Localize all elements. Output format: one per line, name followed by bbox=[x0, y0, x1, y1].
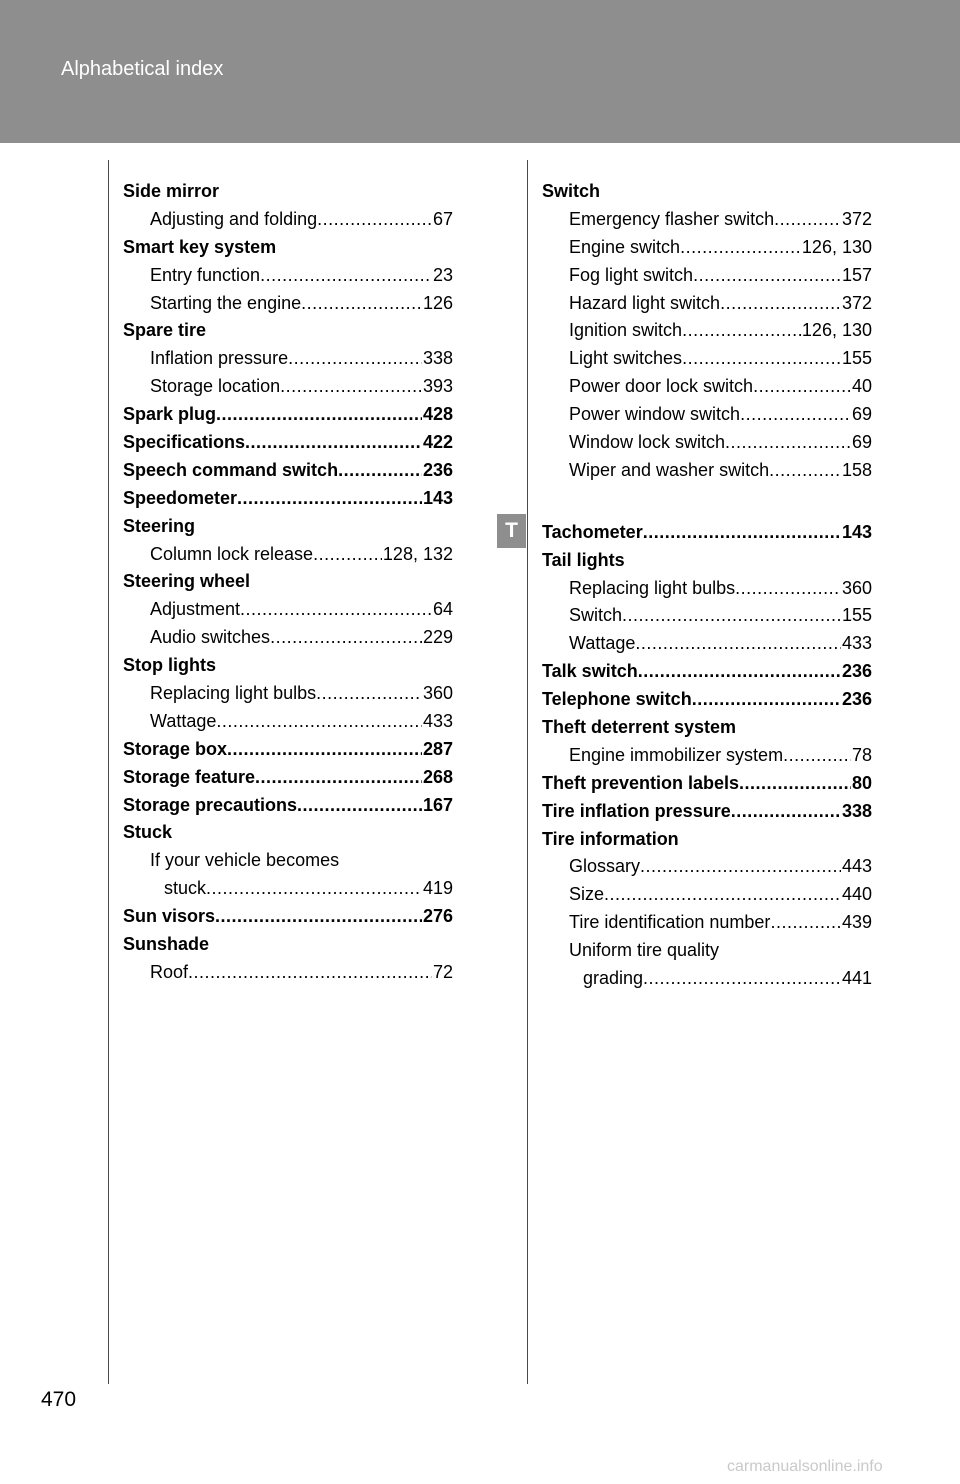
index-column-right bbox=[542, 178, 872, 993]
index-heading[interactable] bbox=[123, 457, 453, 485]
entry-label: Steering bbox=[123, 515, 196, 536]
leader-dots bbox=[635, 630, 841, 658]
index-heading bbox=[123, 568, 453, 596]
entry-label: Storage box bbox=[123, 738, 228, 759]
section-gap bbox=[542, 485, 872, 519]
page-number: 470 bbox=[41, 1388, 77, 1411]
leader-dots bbox=[739, 770, 851, 798]
index-heading[interactable] bbox=[542, 686, 872, 714]
index-subentry[interactable] bbox=[542, 401, 872, 429]
entry-page-number: 287 bbox=[422, 738, 453, 759]
entry-page-number: 422 bbox=[422, 432, 453, 453]
leader-dots bbox=[280, 373, 422, 401]
leader-dots bbox=[643, 965, 841, 993]
index-subentry[interactable] bbox=[542, 457, 872, 485]
entry-page-number: 419 bbox=[422, 878, 453, 899]
index-subentry[interactable] bbox=[542, 630, 872, 658]
watermark: carmanualsonline.info bbox=[727, 1458, 883, 1475]
entry-label: Engine immobilizer system bbox=[569, 744, 784, 765]
entry-label: Wattage bbox=[569, 633, 636, 654]
entry-label: Storage precautions bbox=[123, 794, 298, 815]
leader-dots bbox=[720, 290, 841, 318]
entry-label: Fog light switch bbox=[569, 264, 694, 285]
leader-dots bbox=[270, 624, 422, 652]
entry-label: Tachometer bbox=[542, 521, 643, 542]
index-heading bbox=[123, 513, 453, 541]
entry-page-number: 40 bbox=[851, 376, 872, 397]
entry-label: Tire inflation pressure bbox=[542, 800, 731, 821]
entry-page-number: 443 bbox=[841, 856, 872, 877]
leader-dots bbox=[774, 206, 841, 234]
entry-page-number: 236 bbox=[422, 459, 453, 480]
leader-dots bbox=[260, 262, 432, 290]
entry-page-number: 167 bbox=[422, 794, 453, 815]
entry-label: Entry function bbox=[150, 264, 261, 285]
section-title: Alphabetical index bbox=[61, 58, 224, 80]
entry-label: Theft deterrent system bbox=[542, 717, 737, 738]
entry-page-number: 441 bbox=[841, 968, 872, 989]
leader-dots bbox=[682, 345, 841, 373]
leader-dots bbox=[216, 708, 422, 736]
entry-page-number: 128, 132 bbox=[382, 543, 453, 564]
entry-page-number: 158 bbox=[841, 459, 872, 480]
entry-page-number: 268 bbox=[422, 766, 453, 787]
entry-label: Adjusting and folding bbox=[150, 208, 318, 229]
leader-dots bbox=[693, 262, 841, 290]
entry-page-number: 372 bbox=[841, 292, 872, 313]
index-subentry[interactable] bbox=[542, 881, 872, 909]
entry-label: Wiper and washer switch bbox=[569, 459, 770, 480]
entry-label: Starting the engine bbox=[150, 292, 302, 313]
entry-label: Speedometer bbox=[123, 487, 238, 508]
entry-label: Emergency flasher switch bbox=[569, 208, 775, 229]
entry-label: Storage feature bbox=[123, 766, 256, 787]
entry-label: Uniform tire quality bbox=[569, 940, 720, 961]
index-heading bbox=[123, 234, 453, 262]
entry-label: Specifications bbox=[123, 432, 246, 453]
leader-dots bbox=[692, 686, 841, 714]
letter-tab: T bbox=[497, 514, 526, 548]
entry-page-number: 126, 130 bbox=[801, 320, 872, 341]
index-subentry[interactable] bbox=[542, 234, 872, 262]
entry-label: Tire information bbox=[542, 828, 679, 849]
entry-page-number: 440 bbox=[841, 884, 872, 905]
entry-label: Spare tire bbox=[123, 320, 207, 341]
leader-dots bbox=[783, 742, 851, 770]
leader-dots bbox=[643, 519, 841, 547]
entry-page-number: 80 bbox=[851, 772, 872, 793]
leader-dots bbox=[313, 541, 382, 569]
entry-label: Window lock switch bbox=[569, 432, 726, 453]
index-subentry[interactable] bbox=[542, 206, 872, 234]
entry-label: Roof bbox=[150, 961, 189, 982]
leader-dots bbox=[227, 736, 422, 764]
entry-page-number: 236 bbox=[841, 661, 872, 682]
index-heading[interactable] bbox=[542, 658, 872, 686]
leader-dots bbox=[731, 798, 841, 826]
index-subentry[interactable] bbox=[542, 262, 872, 290]
entry-label: Switch bbox=[569, 605, 623, 626]
leader-dots bbox=[240, 596, 432, 624]
entry-label: Inflation pressure bbox=[150, 348, 289, 369]
leader-dots bbox=[237, 485, 422, 513]
index-subentry[interactable] bbox=[123, 290, 453, 318]
index-heading[interactable] bbox=[123, 401, 453, 429]
leader-dots bbox=[206, 875, 422, 903]
index-heading[interactable] bbox=[123, 736, 453, 764]
entry-label: Ignition switch bbox=[569, 320, 683, 341]
index-subentry bbox=[123, 847, 453, 875]
entry-label: Size bbox=[569, 884, 605, 905]
leader-dots bbox=[301, 290, 422, 318]
entry-label: Audio switches bbox=[150, 627, 271, 648]
entry-label: grading bbox=[583, 968, 644, 989]
leader-dots bbox=[604, 881, 841, 909]
index-subentry[interactable] bbox=[542, 345, 872, 373]
leader-dots bbox=[216, 401, 422, 429]
entry-label: Theft prevention labels bbox=[542, 772, 740, 793]
leader-dots bbox=[215, 903, 422, 931]
entry-page-number: 433 bbox=[841, 633, 872, 654]
index-heading bbox=[123, 178, 453, 206]
index-subentry[interactable] bbox=[542, 429, 872, 457]
leader-dots bbox=[735, 575, 841, 603]
entry-label: Smart key system bbox=[123, 236, 277, 257]
entry-label: Tire identification number bbox=[569, 912, 771, 933]
index-heading bbox=[123, 317, 453, 345]
entry-label: Wattage bbox=[150, 710, 217, 731]
entry-label: Hazard light switch bbox=[569, 292, 721, 313]
entry-label: Engine switch bbox=[569, 236, 681, 257]
index-subentry[interactable] bbox=[542, 575, 872, 603]
entry-label: stuck bbox=[164, 878, 207, 899]
entry-label: Telephone switch bbox=[542, 689, 692, 710]
entry-page-number: 155 bbox=[841, 605, 872, 626]
page-header bbox=[0, 0, 960, 143]
index-heading bbox=[123, 819, 453, 847]
index-subentry[interactable] bbox=[123, 708, 453, 736]
index-heading bbox=[542, 178, 872, 206]
entry-page-number: 143 bbox=[841, 521, 872, 542]
entry-page-number: 69 bbox=[851, 404, 872, 425]
index-subentry[interactable] bbox=[542, 742, 872, 770]
index-subentry[interactable] bbox=[542, 290, 872, 318]
leader-dots bbox=[188, 959, 432, 987]
entry-page-number: 157 bbox=[841, 264, 872, 285]
entry-label: Adjustment bbox=[150, 599, 241, 620]
leader-dots bbox=[680, 234, 801, 262]
entry-page-number: 372 bbox=[841, 208, 872, 229]
entry-label: Power window switch bbox=[569, 404, 741, 425]
index-subentry[interactable] bbox=[123, 541, 453, 569]
index-heading[interactable] bbox=[123, 764, 453, 792]
index-subentry[interactable] bbox=[123, 680, 453, 708]
index-subentry[interactable] bbox=[123, 373, 453, 401]
entry-label: Spark plug bbox=[123, 404, 217, 425]
entry-label: Steering wheel bbox=[123, 571, 251, 592]
entry-page-number: 64 bbox=[432, 599, 453, 620]
entry-page-number: 433 bbox=[422, 710, 453, 731]
leader-dots bbox=[770, 909, 841, 937]
index-heading[interactable] bbox=[123, 792, 453, 820]
entry-label: Speech command switch bbox=[123, 459, 339, 480]
index-heading[interactable] bbox=[542, 770, 872, 798]
leader-dots bbox=[725, 429, 851, 457]
index-subentry[interactable] bbox=[542, 965, 872, 993]
index-subentry[interactable] bbox=[542, 317, 872, 345]
leader-dots bbox=[740, 401, 851, 429]
entry-label: Replacing light bulbs bbox=[569, 577, 736, 598]
entry-page-number: 236 bbox=[841, 689, 872, 710]
index-subentry[interactable] bbox=[123, 624, 453, 652]
column-divider-left bbox=[108, 160, 109, 1384]
index-subentry[interactable] bbox=[542, 853, 872, 881]
index-heading bbox=[123, 931, 453, 959]
entry-label: Sunshade bbox=[123, 934, 210, 955]
leader-dots bbox=[297, 792, 422, 820]
leader-dots bbox=[255, 764, 422, 792]
entry-page-number: 72 bbox=[432, 961, 453, 982]
leader-dots bbox=[622, 602, 841, 630]
leader-dots bbox=[338, 457, 422, 485]
entry-page-number: 67 bbox=[432, 208, 453, 229]
entry-page-number: 393 bbox=[422, 376, 453, 397]
index-subentry bbox=[542, 937, 872, 965]
entry-page-number: 360 bbox=[422, 683, 453, 704]
entry-label: Talk switch bbox=[542, 661, 638, 682]
index-subentry[interactable] bbox=[123, 596, 453, 624]
index-column-left bbox=[123, 178, 453, 987]
entry-page-number: 78 bbox=[851, 744, 872, 765]
entry-page-number: 143 bbox=[422, 487, 453, 508]
index-heading bbox=[123, 652, 453, 680]
entry-page-number: 439 bbox=[841, 912, 872, 933]
entry-page-number: 360 bbox=[841, 577, 872, 598]
column-divider-middle bbox=[527, 160, 528, 1384]
leader-dots bbox=[769, 457, 841, 485]
entry-page-number: 126, 130 bbox=[801, 236, 872, 257]
entry-label: Light switches bbox=[569, 348, 683, 369]
leader-dots bbox=[317, 206, 432, 234]
index-subentry[interactable] bbox=[123, 262, 453, 290]
leader-dots bbox=[288, 345, 422, 373]
index-subentry[interactable] bbox=[123, 345, 453, 373]
entry-label: If your vehicle becomes bbox=[150, 850, 340, 871]
entry-page-number: 338 bbox=[841, 800, 872, 821]
entry-label: Column lock release bbox=[150, 543, 314, 564]
index-heading[interactable] bbox=[123, 485, 453, 513]
index-subentry[interactable] bbox=[123, 875, 453, 903]
index-subentry[interactable] bbox=[542, 602, 872, 630]
index-heading[interactable] bbox=[542, 798, 872, 826]
entry-label: Side mirror bbox=[123, 181, 220, 201]
leader-dots bbox=[753, 373, 851, 401]
index-heading[interactable] bbox=[123, 429, 453, 457]
index-heading[interactable] bbox=[123, 903, 453, 931]
index-heading bbox=[542, 826, 872, 854]
entry-label: Tail lights bbox=[542, 549, 625, 570]
entry-label: Power door lock switch bbox=[569, 376, 754, 397]
leader-dots bbox=[245, 429, 422, 457]
entry-page-number: 338 bbox=[422, 348, 453, 369]
entry-label: Replacing light bulbs bbox=[150, 683, 317, 704]
entry-label: Stop lights bbox=[123, 655, 216, 676]
leader-dots bbox=[316, 680, 422, 708]
entry-label: Sun visors bbox=[123, 906, 216, 927]
index-subentry[interactable] bbox=[123, 206, 453, 234]
entry-page-number: 229 bbox=[422, 627, 453, 648]
leader-dots bbox=[638, 658, 841, 686]
entry-page-number: 155 bbox=[841, 348, 872, 369]
entry-page-number: 428 bbox=[422, 404, 453, 425]
leader-dots bbox=[640, 853, 841, 881]
entry-label: Glossary bbox=[569, 856, 641, 877]
index-subentry[interactable] bbox=[542, 909, 872, 937]
entry-label: Switch bbox=[542, 181, 601, 201]
entry-page-number: 23 bbox=[432, 264, 453, 285]
entry-label: Stuck bbox=[123, 822, 173, 843]
index-subentry[interactable] bbox=[123, 959, 453, 987]
leader-dots bbox=[682, 317, 801, 345]
entry-page-number: 276 bbox=[422, 906, 453, 927]
index-subentry[interactable] bbox=[542, 373, 872, 401]
entry-label: Storage location bbox=[150, 376, 281, 397]
index-heading bbox=[542, 547, 872, 575]
entry-page-number: 69 bbox=[851, 432, 872, 453]
index-heading bbox=[542, 714, 872, 742]
index-heading[interactable] bbox=[542, 519, 872, 547]
entry-page-number: 126 bbox=[422, 292, 453, 313]
